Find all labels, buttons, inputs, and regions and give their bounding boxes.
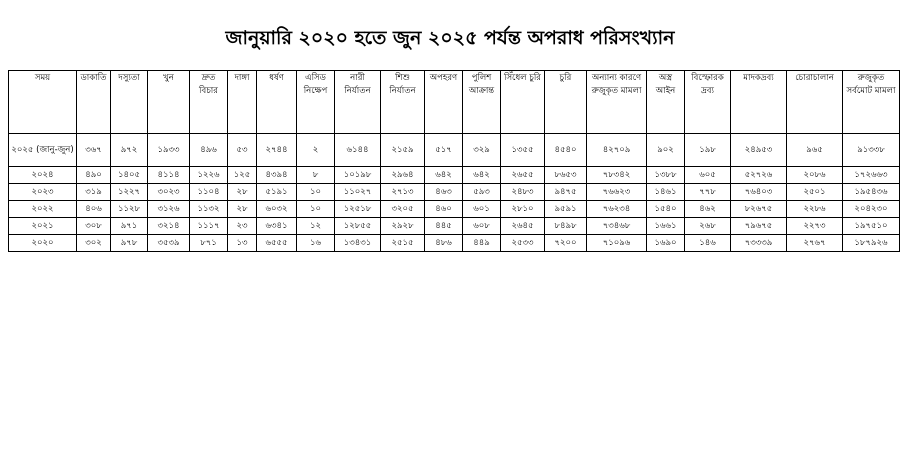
value-cell: ৪৯৬	[190, 134, 228, 167]
value-cell: ২৯৬৪	[381, 167, 425, 184]
value-cell: ১৯৮	[685, 134, 731, 167]
value-cell: ৯১৩৩৮	[843, 134, 900, 167]
value-cell: ১৮৭৯২৬	[843, 235, 900, 252]
header-cell: মাদকদ্রব্য	[731, 71, 787, 134]
value-cell: ১২	[297, 218, 335, 235]
value-cell: ৪৮৬	[425, 235, 463, 252]
value-cell: ১৩৮৮	[647, 167, 685, 184]
table-body	[9, 134, 900, 252]
value-cell: ১৪০৫	[111, 167, 148, 184]
value-cell: ৬০৫	[685, 167, 731, 184]
value-cell: ৫১৭	[425, 134, 463, 167]
value-cell: ৭৮৩৪২	[587, 167, 647, 184]
value-cell: ২০৪২৩০	[843, 201, 900, 218]
value-cell: ২২৮৬	[787, 201, 843, 218]
table-row	[9, 218, 900, 235]
value-cell: ৪৩৯৪	[257, 167, 297, 184]
value-cell: ১৩৪৩১	[335, 235, 381, 252]
value-cell: ১৯৭৫১০	[843, 218, 900, 235]
value-cell: ২৬৪৫	[501, 218, 545, 235]
value-cell: ২০৮৬	[787, 167, 843, 184]
value-cell: ৬১৪৪	[335, 134, 381, 167]
value-cell: ৩২৯	[463, 134, 501, 167]
value-cell: ১০১৯৮	[335, 167, 381, 184]
value-cell: ১৫৪০	[647, 201, 685, 218]
value-cell: ৬০১	[463, 201, 501, 218]
header-cell: ধর্ষণ	[257, 71, 297, 134]
value-cell: ৪৬৩	[425, 184, 463, 201]
value-cell: ১১০২৭	[335, 184, 381, 201]
value-cell: ৩০২	[77, 235, 111, 252]
value-cell: ২১৫৯	[381, 134, 425, 167]
header-cell: সময়	[9, 71, 77, 134]
period-cell: ২০২৫ (জানু-জুন)	[9, 134, 77, 167]
value-cell: ১২৫১৮	[335, 201, 381, 218]
value-cell: ২৬৫৫	[501, 167, 545, 184]
header-cell: অন্যান্য কারণে রুজুকৃত মামলা	[587, 71, 647, 134]
value-cell: ৪৫৪০	[545, 134, 587, 167]
value-cell: ৮২৬৭৫	[731, 201, 787, 218]
value-cell: ৪৪৫	[425, 218, 463, 235]
value-cell: ১০	[297, 201, 335, 218]
value-cell: ২৮	[228, 201, 257, 218]
value-cell: ১৬৯০	[647, 235, 685, 252]
value-cell: ৭৩৩৩৯	[731, 235, 787, 252]
value-cell: ১১০৪	[190, 184, 228, 201]
value-cell: ৪০৬	[77, 201, 111, 218]
value-cell: ১১২৮	[111, 201, 148, 218]
header-cell: চোরাচালান	[787, 71, 843, 134]
table-row	[9, 184, 900, 201]
value-cell: ৬৪২	[425, 167, 463, 184]
value-cell: ৫২৭২৬	[731, 167, 787, 184]
header-cell: শিশু নির্যাতন	[381, 71, 425, 134]
header-cell: পুলিশ আক্রান্ত	[463, 71, 501, 134]
value-cell: ৪৪৯	[463, 235, 501, 252]
header-cell: দ্রুত বিচার	[190, 71, 228, 134]
period-cell: ২০২০	[9, 235, 77, 252]
value-cell: ১৪৬	[685, 235, 731, 252]
value-cell: ৪৬০	[425, 201, 463, 218]
value-cell: ৬৫৫৫	[257, 235, 297, 252]
header-cell: এসিড নিক্ষেপ	[297, 71, 335, 134]
value-cell: ৫৯৩	[463, 184, 501, 201]
value-cell: ৩১২৬	[148, 201, 190, 218]
table-row	[9, 235, 900, 252]
table-row	[9, 134, 900, 167]
header-cell: ডাকাতি	[77, 71, 111, 134]
value-cell: ৪২৭০৯	[587, 134, 647, 167]
value-cell: ৭৬৬২৩	[587, 184, 647, 201]
value-cell: ১২৫	[228, 167, 257, 184]
value-cell: ৮৭১	[190, 235, 228, 252]
table-row	[9, 201, 900, 218]
value-cell: ২৮	[228, 184, 257, 201]
value-cell: ২২৭৩	[787, 218, 843, 235]
value-cell: ৭৯৬৭৫	[731, 218, 787, 235]
header-cell: অস্ত্র আইন	[647, 71, 685, 134]
value-cell: ৯৭৮	[111, 235, 148, 252]
value-cell: ৯৪৭৫	[545, 184, 587, 201]
header-cell: খুন	[148, 71, 190, 134]
period-cell: ২০২৪	[9, 167, 77, 184]
value-cell: ৩০৮	[77, 218, 111, 235]
value-cell: ১৩৫৫	[501, 134, 545, 167]
page-title: জানুয়ারি ২০২০ হতে জুন ২০২৫ পর্যন্ত অপরাধ পরিসংখ্যান	[225, 27, 675, 49]
value-cell: ৩৬৭	[77, 134, 111, 167]
value-cell: ৩২০৫	[381, 201, 425, 218]
value-cell: ৯৫৯১	[545, 201, 587, 218]
period-cell: ২০২১	[9, 218, 77, 235]
value-cell: ৭৩৪৬৮	[587, 218, 647, 235]
value-cell: ৫৩	[228, 134, 257, 167]
value-cell: ৭১০৯৬	[587, 235, 647, 252]
header-cell: অপহরণ	[425, 71, 463, 134]
value-cell: ১১১৭	[190, 218, 228, 235]
crime-statistics-table	[8, 70, 900, 252]
value-cell: ৬৪২	[463, 167, 501, 184]
value-cell: ২৭৬৭	[787, 235, 843, 252]
value-cell: ৮৬৫৩	[545, 167, 587, 184]
value-cell: ২৮১০	[501, 201, 545, 218]
value-cell: ৮	[297, 167, 335, 184]
value-cell: ১২৮৫৫	[335, 218, 381, 235]
value-cell: ১১৩২	[190, 201, 228, 218]
period-cell: ২০২২	[9, 201, 77, 218]
value-cell: ২	[297, 134, 335, 167]
value-cell: ১৬৬১	[647, 218, 685, 235]
value-cell: ৪৬২	[685, 201, 731, 218]
value-cell: ৪১১৪	[148, 167, 190, 184]
header-cell: নারী নির্যাতন	[335, 71, 381, 134]
value-cell: ২৫০১	[787, 184, 843, 201]
value-cell: ৪৯০	[77, 167, 111, 184]
value-cell: ৩১৯	[77, 184, 111, 201]
header-cell: রুজুকৃত সর্বমোট মামলা	[843, 71, 900, 134]
value-cell: ৬০৮	[463, 218, 501, 235]
value-cell: ১২২৭	[111, 184, 148, 201]
value-cell: ৯৬৫	[787, 134, 843, 167]
value-cell: ১২২৬	[190, 167, 228, 184]
header-row	[9, 71, 900, 134]
value-cell: ১৯৫৪৩৬	[843, 184, 900, 201]
value-cell: ৭৭৮	[685, 184, 731, 201]
value-cell: ২৪৮৩	[501, 184, 545, 201]
value-cell: ২৫৩৩	[501, 235, 545, 252]
header-cell: বিস্ফোরক দ্রব্য	[685, 71, 731, 134]
value-cell: ৭২০০	[545, 235, 587, 252]
value-cell: ৮৪৯৮	[545, 218, 587, 235]
value-cell: ২৫১৫	[381, 235, 425, 252]
value-cell: ৬০৩২	[257, 201, 297, 218]
header-cell: দস্যুতা	[111, 71, 148, 134]
value-cell: ১৯৩৩	[148, 134, 190, 167]
value-cell: ১৬	[297, 235, 335, 252]
value-cell: ২৭৪৪	[257, 134, 297, 167]
value-cell: ১৭২৬৬৩	[843, 167, 900, 184]
value-cell: ১৪৬১	[647, 184, 685, 201]
value-cell: ৩০২৩	[148, 184, 190, 201]
period-cell: ২০২৩	[9, 184, 77, 201]
table-row	[9, 167, 900, 184]
value-cell: ৩২১৪	[148, 218, 190, 235]
value-cell: ৭৬২৩৪	[587, 201, 647, 218]
value-cell: ২৩	[228, 218, 257, 235]
value-cell: ২৭১৩	[381, 184, 425, 201]
value-cell: ২৪৯৫৩	[731, 134, 787, 167]
value-cell: ১০	[297, 184, 335, 201]
value-cell: ১৩	[228, 235, 257, 252]
value-cell: ৭৬৪০৩	[731, 184, 787, 201]
header-cell: সিঁধেল চুরি	[501, 71, 545, 134]
value-cell: ৯০২	[647, 134, 685, 167]
value-cell: ২৯২৮	[381, 218, 425, 235]
value-cell: ৬৩৪১	[257, 218, 297, 235]
header-cell: চুরি	[545, 71, 587, 134]
value-cell: ৫১৯১	[257, 184, 297, 201]
value-cell: ৯৭২	[111, 134, 148, 167]
value-cell: ৩৫৩৯	[148, 235, 190, 252]
value-cell: ৯৭১	[111, 218, 148, 235]
header-cell: দাঙ্গা	[228, 71, 257, 134]
value-cell: ২৬৮	[685, 218, 731, 235]
